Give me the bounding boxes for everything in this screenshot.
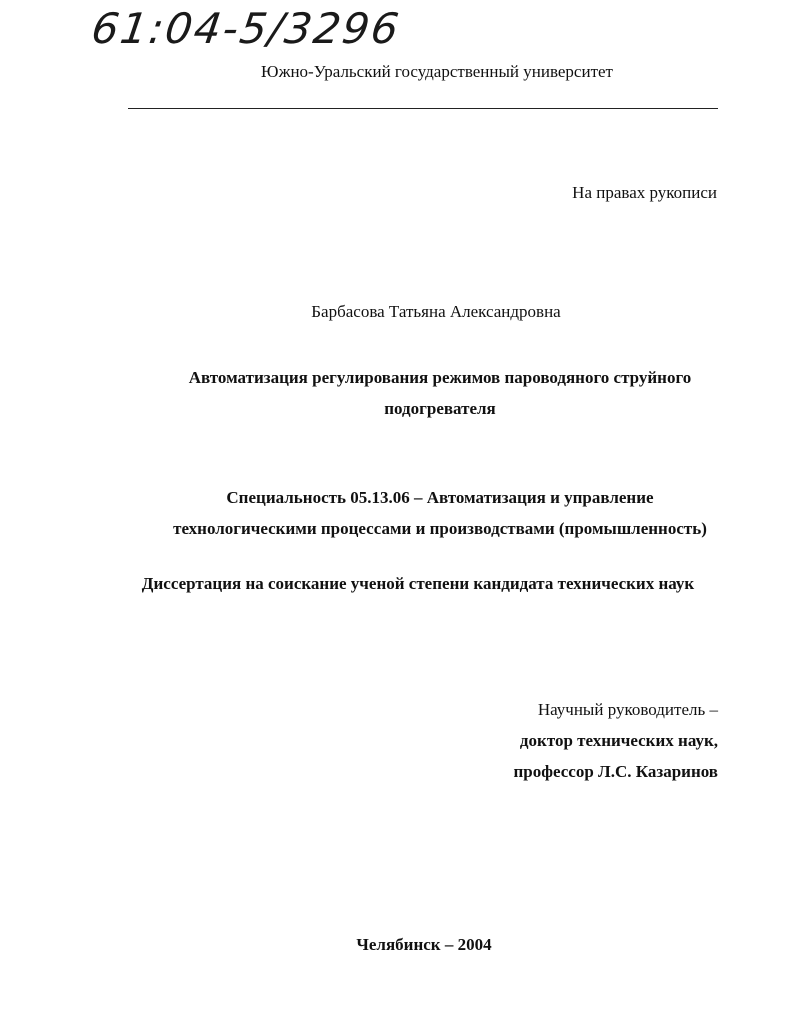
advisor-role: Научный руководитель – (537, 700, 718, 719)
city-year: Челябинск – 2004 (356, 935, 492, 954)
dissertation-degree: Диссертация на соискание ученой степени кандидата технических наук (141, 574, 695, 593)
specialty (120, 482, 760, 544)
specialty-line-2: технологическими процессами и производствами (промышленность) (173, 519, 707, 538)
author-name: Барбасова Татьяна Александровна (311, 302, 561, 321)
scientific-advisor (514, 694, 719, 787)
specialty-line-1: Специальность 05.13.06 – Автоматизация и управление (226, 488, 654, 507)
university-name: Южно-Уральский государственный университет (261, 62, 613, 81)
advisor-degree: доктор технических наук, (519, 731, 718, 750)
advisor-name: профессор Л.С. Казаринов (513, 762, 718, 781)
handwritten-archive-code: 61:04-5/3296 (88, 4, 404, 53)
dissertation-title (140, 362, 740, 424)
title-line-1: Автоматизация регулирования режимов пароводяного струйного (188, 368, 692, 387)
title-line-2: подогревателя (384, 399, 496, 418)
manuscript-rights-note: На правах рукописи (572, 183, 717, 202)
header-divider (128, 108, 718, 109)
